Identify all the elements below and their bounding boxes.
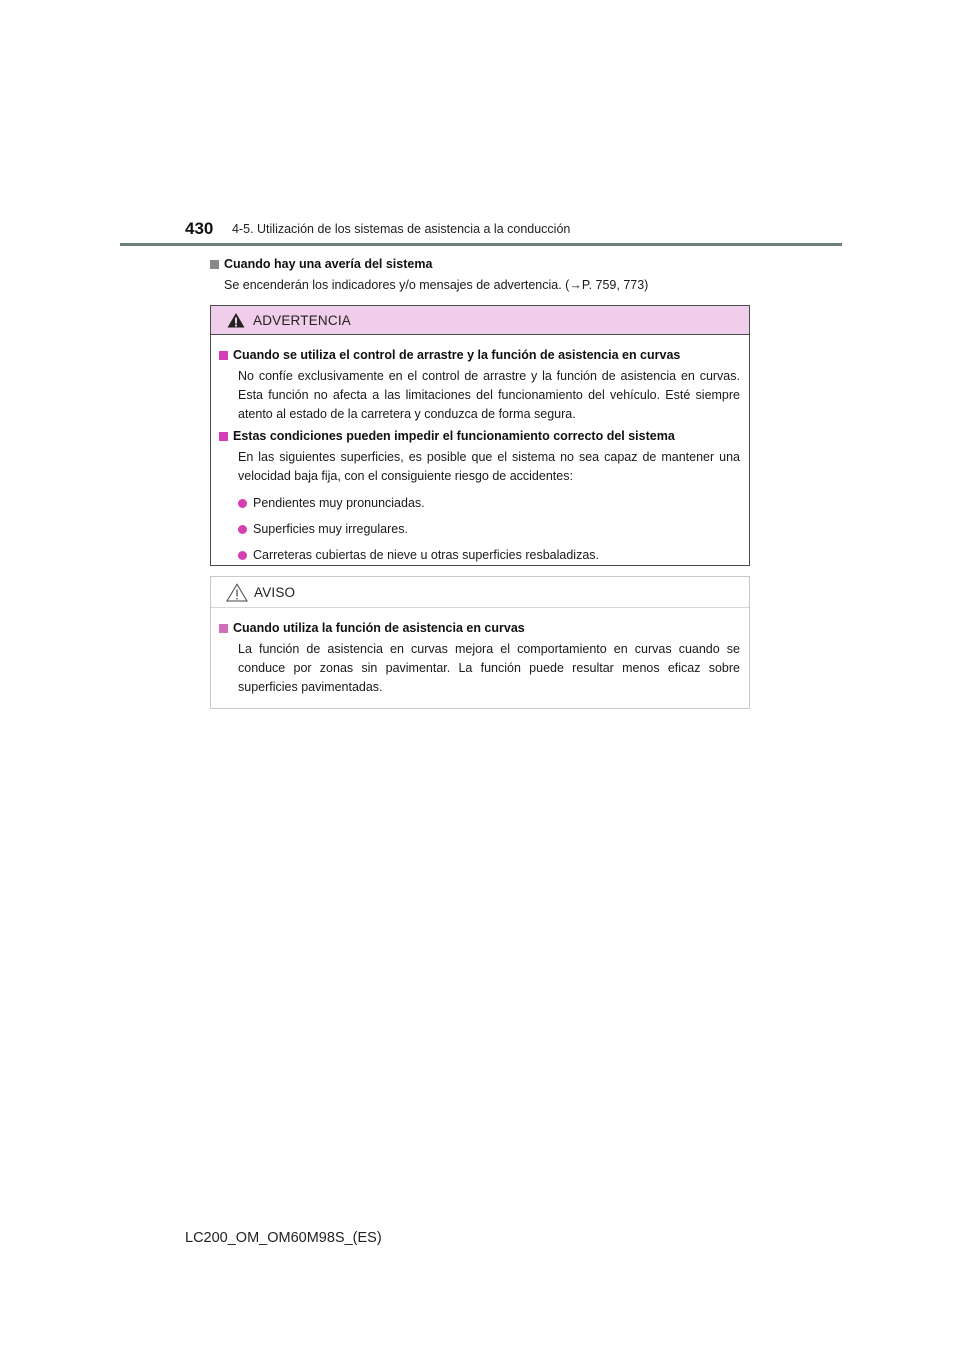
warning-title: ADVERTENCIA xyxy=(253,312,351,328)
round-bullet-icon xyxy=(238,551,247,560)
round-bullet-icon xyxy=(238,525,247,534)
document-code: LC200_OM_OM60M98S_(ES) xyxy=(185,1230,382,1246)
caution-triangle-outline-icon xyxy=(226,583,248,602)
intro-text: Se encenderán los indicadores y/o mensajes de advertencia. (→P. 759, 773) xyxy=(224,278,649,292)
notice-title: AVISO xyxy=(254,584,296,600)
square-bullet-icon xyxy=(219,432,228,441)
notice-box xyxy=(210,576,750,709)
warning-paragraph: No confíe exclusivamente en el control de arrastre y la función de asistencia en curvas. Esta función no afecta a las limitaciones del funcionamiento del vehículo. Esté siempre atento al estado de la carretera y conduzca de forma segura. xyxy=(238,369,740,421)
round-bullet-icon xyxy=(238,499,247,508)
square-bullet-icon xyxy=(219,624,228,633)
warning-heading-text: Cuando se utiliza el control de arrastre y la función de asistencia en curvas xyxy=(233,348,681,362)
notice-paragraph: La función de asistencia en curvas mejora el comportamiento en curvas cuando se conduce por zonas sin pavimentar. La función puede resultar menos eficaz sobre superficies pavimentadas. xyxy=(238,642,740,694)
notice-header xyxy=(211,577,749,608)
list-item xyxy=(238,546,740,564)
header-divider xyxy=(120,243,842,246)
intro-section xyxy=(210,256,750,294)
warning-box xyxy=(210,305,750,566)
notice-heading-text: Cuando utiliza la función de asistencia en curvas xyxy=(233,621,525,635)
warning-body xyxy=(211,335,749,564)
list-item-text: Pendientes muy pronunciadas. xyxy=(253,496,425,510)
page-number: 430 xyxy=(185,219,214,238)
intro-heading-text: Cuando hay una avería del sistema xyxy=(224,257,433,271)
notice-body xyxy=(211,608,749,697)
square-bullet-icon xyxy=(219,351,228,360)
warning-paragraph: En las siguientes superficies, es posible que el sistema no sea capaz de mantener una velocidad baja fija, con el consiguiente riesgo de accidentes: xyxy=(238,450,740,483)
list-item-text: Carreteras cubiertas de nieve u otras superficies resbaladizas. xyxy=(253,548,600,562)
list-item xyxy=(238,494,740,512)
warning-heading-text: Estas condiciones pueden impedir el funcionamiento correcto del sistema xyxy=(233,429,675,443)
notice-section-heading xyxy=(219,620,740,637)
square-bullet-icon xyxy=(210,260,219,269)
intro-heading xyxy=(210,256,750,273)
warning-triangle-icon xyxy=(227,312,245,328)
list-item xyxy=(238,520,740,538)
warning-section-heading xyxy=(219,347,740,364)
warning-header xyxy=(211,306,749,335)
list-item-text: Superficies muy irregulares. xyxy=(253,522,408,536)
section-title: 4-5. Utilización de los sistemas de asistencia a la conducción xyxy=(232,222,571,236)
warning-section-heading xyxy=(219,428,740,445)
